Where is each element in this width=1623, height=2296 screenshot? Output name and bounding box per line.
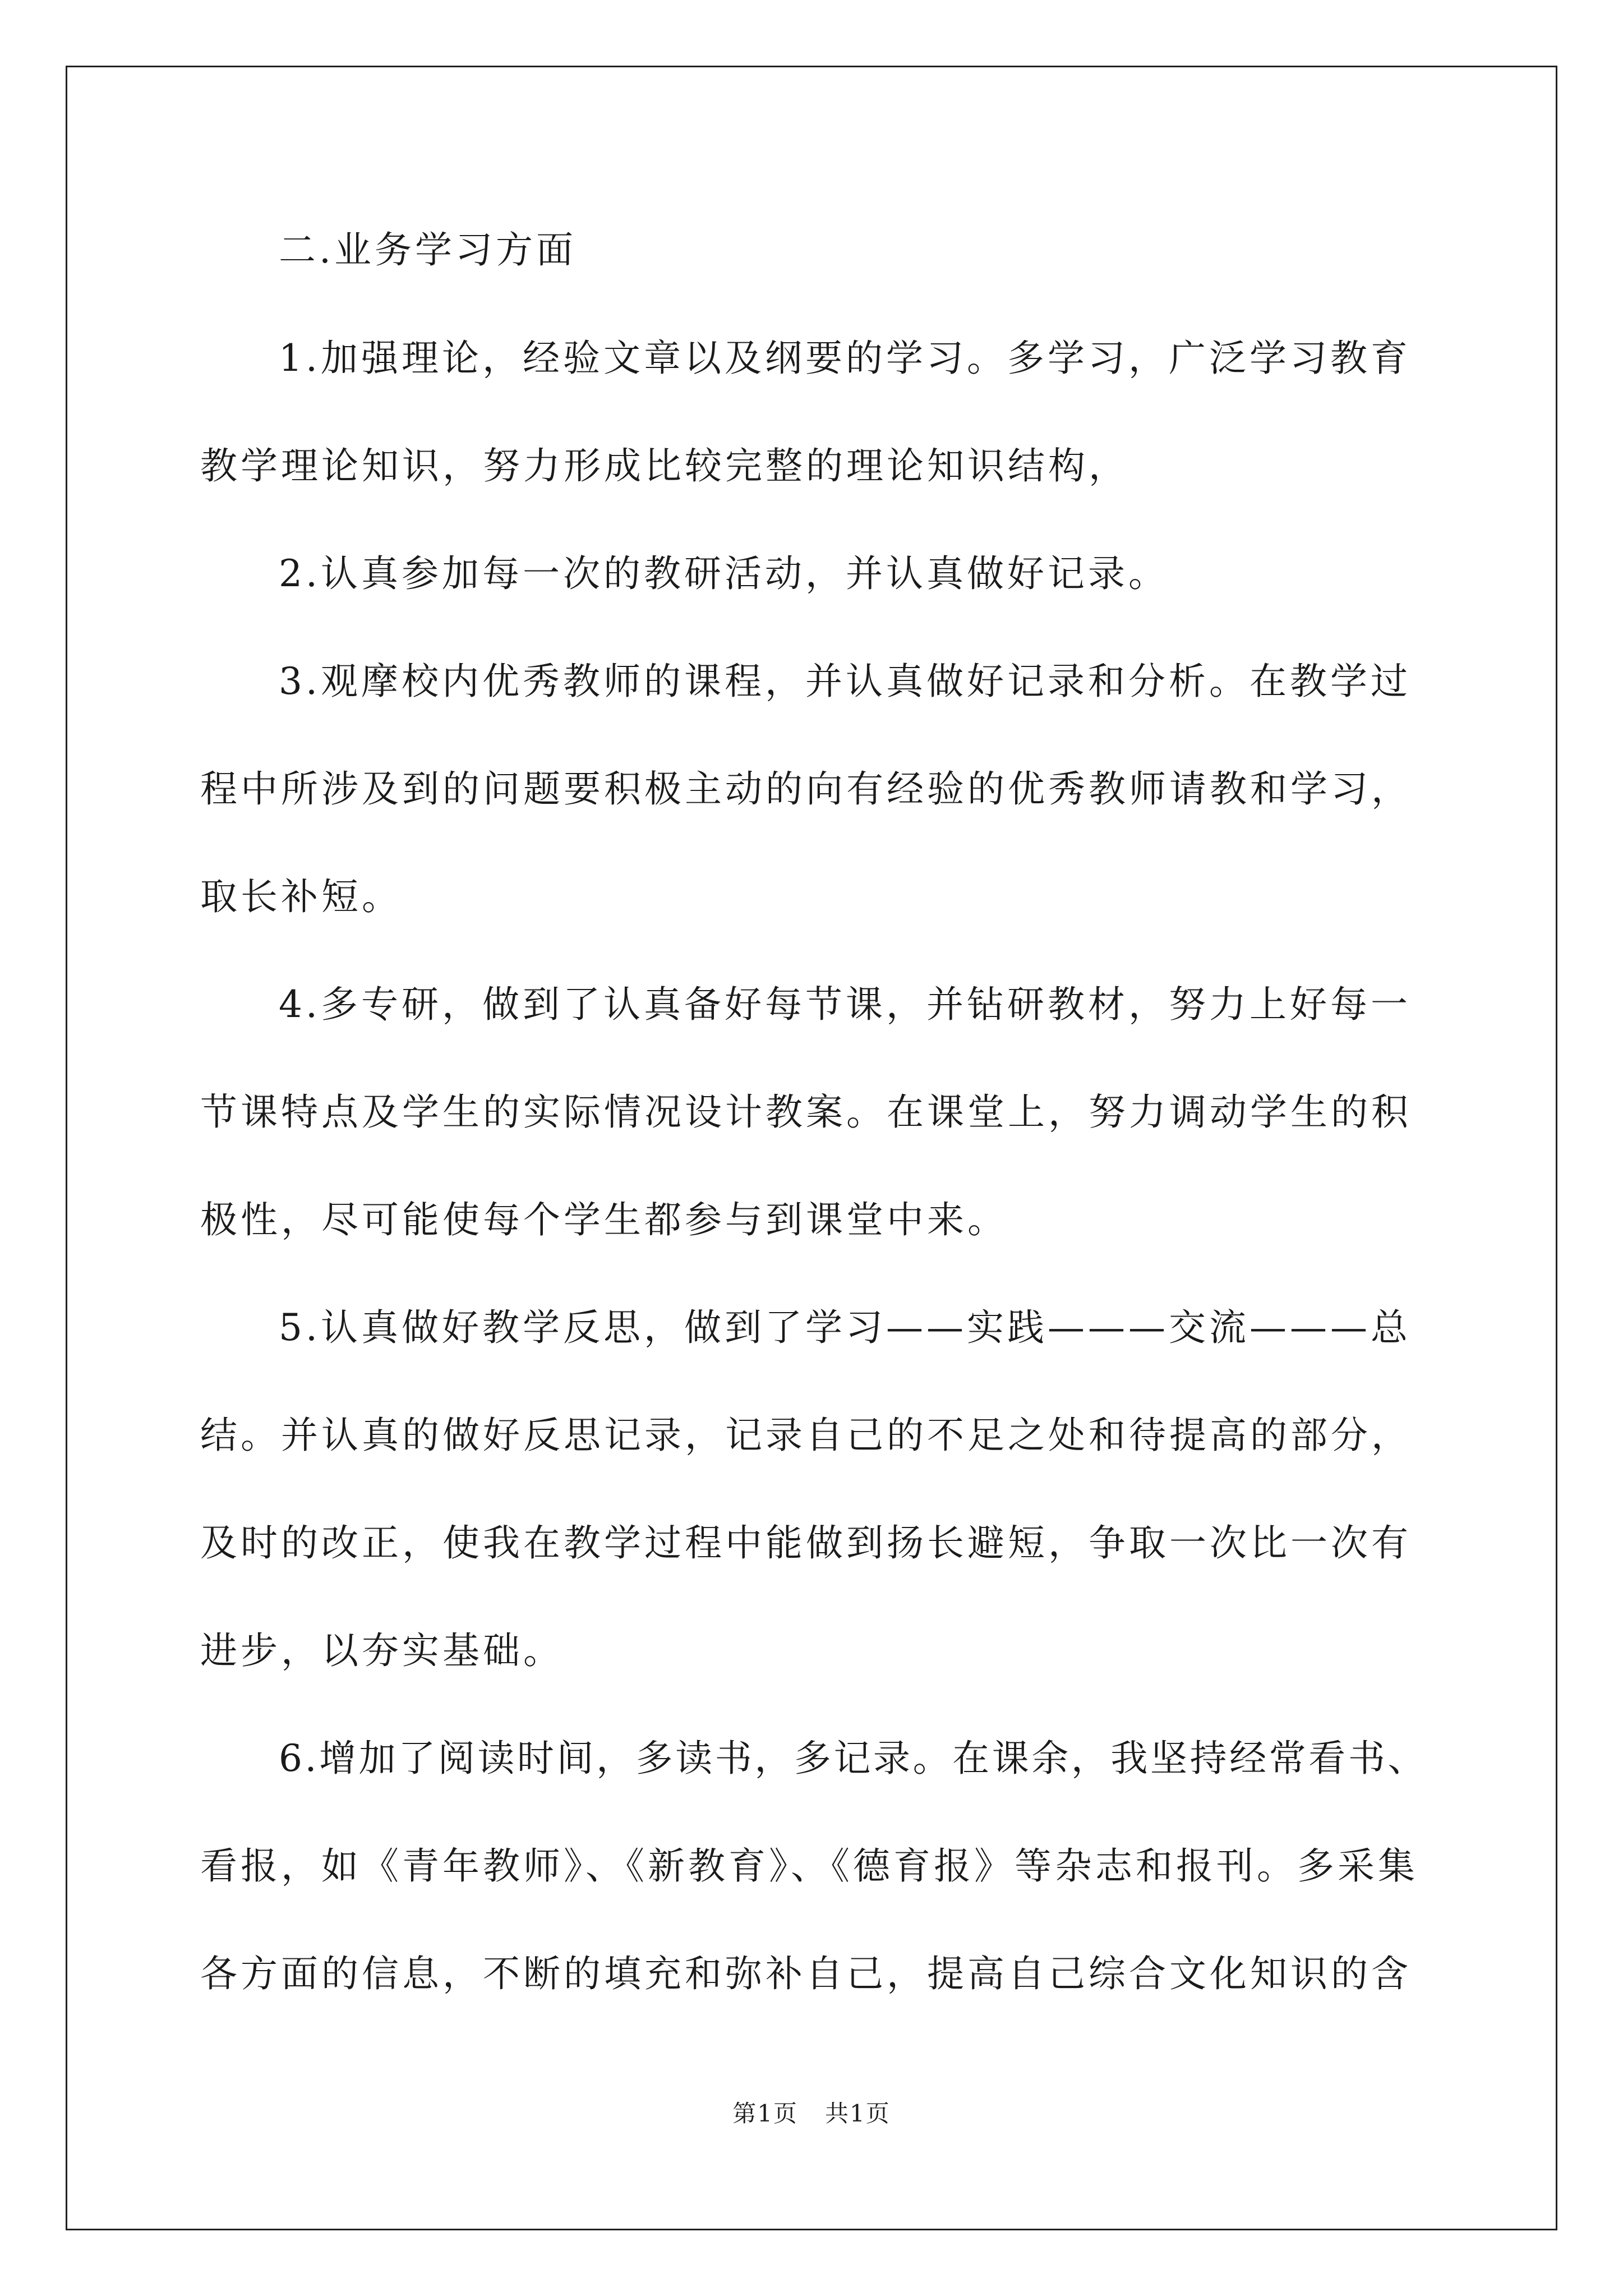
paragraph-line: 程中所涉及到的问题要积极主动的向有经验的优秀教师请教和学习，: [200, 767, 1412, 811]
paragraph-line: 1.加强理论，经验文章以及纲要的学习。多学习，广泛学习教育: [279, 337, 1411, 380]
paragraph-line: 取长补短。: [200, 875, 402, 918]
page-border: [66, 66, 1557, 2230]
paragraph-line: 5.认真做好教学反思，做到了学习——实践———交流———总: [279, 1306, 1411, 1349]
paragraph-line: 4.多专研，做到了认真备好每节课，并钻研教材，努力上好每一: [279, 983, 1411, 1026]
paragraph-line: 极性，尽可能使每个学生都参与到课堂中来。: [200, 1198, 1008, 1241]
paragraph-line: 3.观摩校内优秀教师的课程，并认真做好记录和分析。在教学过: [279, 660, 1411, 703]
paragraph-line: 结。并认真的做好反思记录，记录自己的不足之处和待提高的部分，: [200, 1414, 1412, 1457]
section-heading: 二.业务学习方面: [279, 228, 577, 272]
paragraph-line: 及时的改正，使我在教学过程中能做到扬长避短，争取一次比一次有: [200, 1521, 1412, 1565]
page-number: 第1页: [732, 2100, 798, 2127]
paragraph-line: 教学理论知识，努力形成比较完整的理论知识结构，: [200, 444, 1129, 487]
page-total: 共1页: [825, 2100, 891, 2127]
paragraph-line: 6.增加了阅读时间，多读书，多记录。在课余，我坚持经常看书、: [279, 1737, 1427, 1780]
paragraph-line: 2.认真参加每一次的教研活动，并认真做好记录。: [279, 552, 1169, 595]
page-footer: [0, 2097, 1623, 2131]
paragraph-line: 各方面的信息，不断的填充和弥补自己，提高自己综合文化知识的含: [200, 1952, 1412, 1995]
paragraph-line: 看报，如《青年教师》、《新教育》、《德育报》等杂志和报刊。多采集: [200, 1844, 1418, 1888]
paragraph-line: 节课特点及学生的实际情况设计教案。在课堂上，努力调动学生的积: [200, 1091, 1412, 1134]
paragraph-line: 进步，以夯实基础。: [200, 1629, 564, 1672]
